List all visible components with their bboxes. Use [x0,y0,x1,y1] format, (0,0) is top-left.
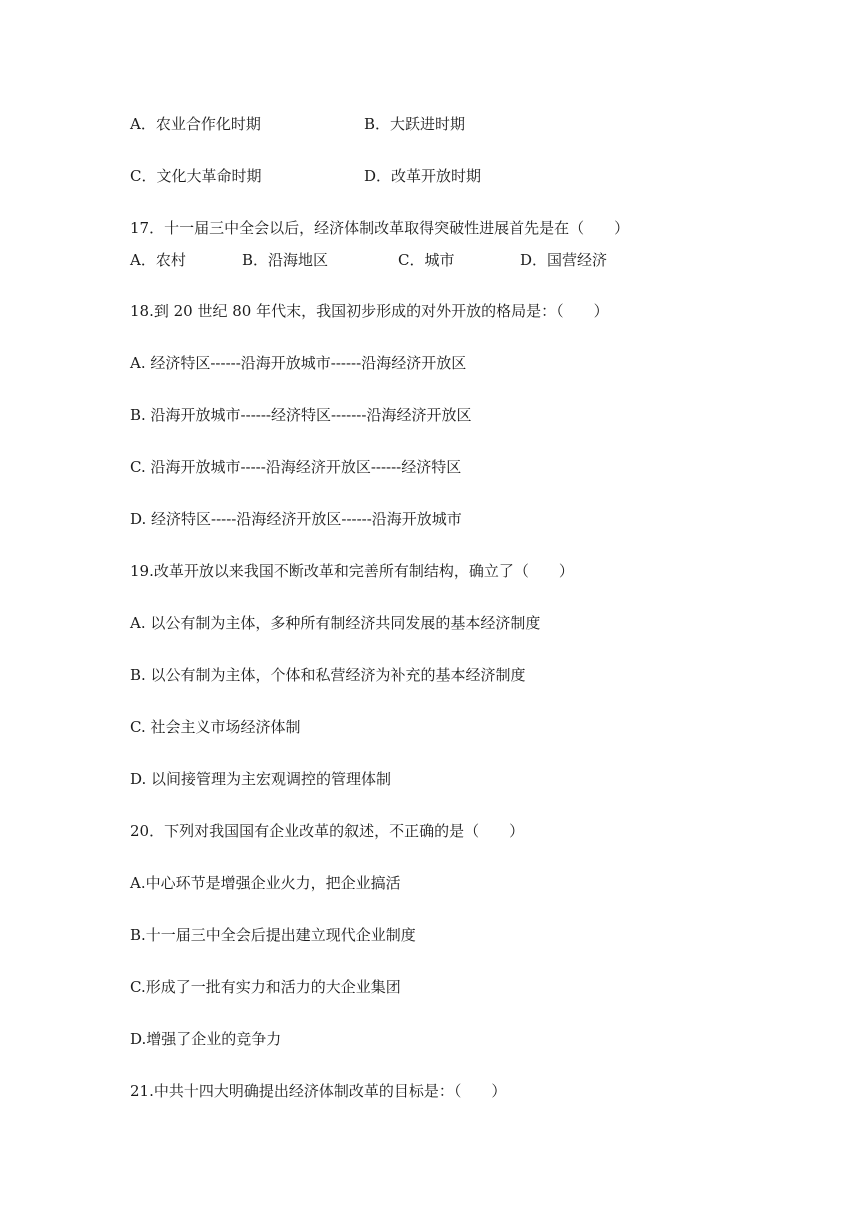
q16-option-b: B．大跃进时期 [364,115,466,133]
q17-option-b: B．沿海地区 [242,251,329,269]
q16-option-c: C．文化大革命时期 [130,167,262,185]
q21-stem: 21.中共十四大明确提出经济体制改革的目标是：（ ） [130,1082,507,1100]
q19-option-a: A. 以公有制为主体，多种所有制经济共同发展的基本经济制度 [130,614,541,632]
q16-option-d: D．改革开放时期 [364,167,482,185]
q20-stem: 20．下列对我国国有企业改革的叙述，不正确的是（ ） [130,822,525,840]
q18-option-a: A. 经济特区------沿海开放城市------沿海经济开放区 [130,354,467,372]
q18-stem: 18.到 20 世纪 80 年代末，我国初步形成的对外开放的格局是：（ ） [130,302,609,320]
q20-option-c: C.形成了一批有实力和活力的大企业集团 [130,978,401,996]
q19-option-c: C. 社会主义市场经济体制 [130,718,301,736]
q20-option-b: B.十一届三中全会后提出建立现代企业制度 [130,926,416,944]
q17-option-d: D．国营经济 [520,251,608,269]
q16-option-a: A．农业合作化时期 [130,115,261,133]
q18-option-c: C. 沿海开放城市-----沿海经济开放区------经济特区 [130,458,462,476]
q17-stem: 17．十一届三中全会以后，经济体制改革取得突破性进展首先是在（ ） [130,219,630,237]
q20-option-a: A.中心环节是增强企业火力，把企业搞活 [130,874,401,892]
q16-options-row-2 [130,166,482,186]
q17-option-c: C．城市 [398,251,455,269]
q17-option-a: A．农村 [130,251,186,269]
q19-option-b: B. 以公有制为主体，个体和私营经济为补充的基本经济制度 [130,666,526,684]
q18-option-d: D. 经济特区-----沿海经济开放区------沿海开放城市 [130,510,462,528]
q19-stem: 19.改革开放以来我国不断改革和完善所有制结构，确立了（ ） [130,562,574,580]
q20-option-d: D.增强了企业的竞争力 [130,1030,282,1048]
q17-options-row [130,250,608,270]
q19-option-d: D. 以间接管理为主宏观调控的管理体制 [130,770,392,788]
q16-options-row-1 [130,114,466,134]
q18-option-b: B. 沿海开放城市------经济特区-------沿海经济开放区 [130,406,472,424]
